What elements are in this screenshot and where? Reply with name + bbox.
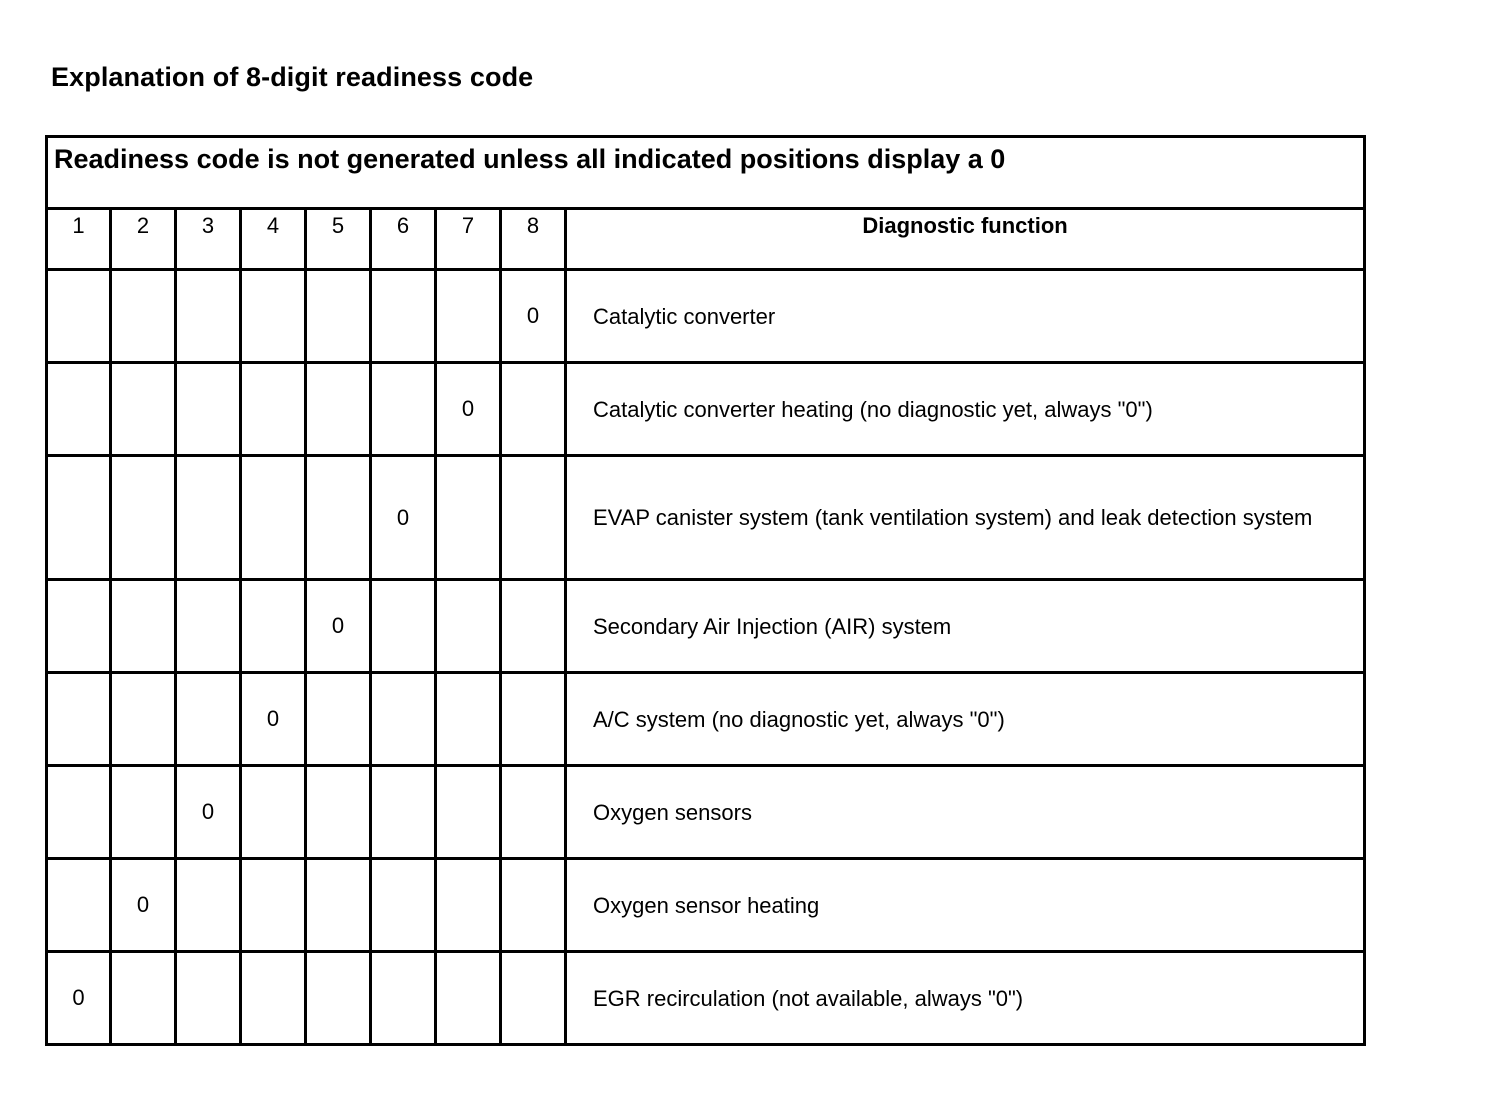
position-header: 6	[371, 209, 436, 270]
position-cell-6	[371, 673, 436, 766]
position-cell-6	[371, 766, 436, 859]
position-cell-6	[371, 580, 436, 673]
diagnostic-function-cell: EVAP canister system (tank ventilation system) and leak detection system	[566, 456, 1365, 580]
diagnostic-function-cell: Oxygen sensor heating	[566, 859, 1365, 952]
position-cell-1	[47, 456, 111, 580]
position-cell-7	[436, 859, 501, 952]
position-cell-2: 0	[111, 859, 176, 952]
position-cell-4	[241, 580, 306, 673]
header-row	[47, 209, 1365, 270]
diagnostic-function-header: Diagnostic function	[566, 209, 1365, 270]
diagnostic-function-cell: Oxygen sensors	[566, 766, 1365, 859]
table-row	[47, 456, 1365, 580]
position-cell-1	[47, 580, 111, 673]
position-cell-4: 0	[241, 673, 306, 766]
table-row	[47, 580, 1365, 673]
readiness-code-table	[45, 135, 1366, 1046]
position-cell-8	[501, 766, 566, 859]
position-cell-8: 0	[501, 270, 566, 363]
position-cell-5	[306, 363, 371, 456]
position-cell-2	[111, 673, 176, 766]
position-cell-6	[371, 859, 436, 952]
position-cell-8	[501, 673, 566, 766]
position-cell-1: 0	[47, 952, 111, 1045]
position-cell-5	[306, 952, 371, 1045]
position-header: 5	[306, 209, 371, 270]
position-cell-7: 0	[436, 363, 501, 456]
position-cell-2	[111, 766, 176, 859]
position-cell-4	[241, 456, 306, 580]
diagnostic-function-cell: EGR recirculation (not available, always "0")	[566, 952, 1365, 1045]
position-cell-2	[111, 456, 176, 580]
position-cell-7	[436, 766, 501, 859]
table-banner: Readiness code is not generated unless all indicated positions display a 0	[47, 137, 1365, 209]
position-cell-7	[436, 580, 501, 673]
position-cell-6: 0	[371, 456, 436, 580]
position-cell-5	[306, 766, 371, 859]
position-cell-3: 0	[176, 766, 241, 859]
table-row	[47, 270, 1365, 363]
position-cell-1	[47, 673, 111, 766]
position-cell-4	[241, 859, 306, 952]
position-cell-1	[47, 766, 111, 859]
position-cell-3	[176, 580, 241, 673]
position-cell-5	[306, 270, 371, 363]
position-cell-3	[176, 673, 241, 766]
position-cell-3	[176, 363, 241, 456]
position-cell-5: 0	[306, 580, 371, 673]
position-cell-6	[371, 952, 436, 1045]
table-row	[47, 673, 1365, 766]
position-cell-4	[241, 270, 306, 363]
position-cell-2	[111, 952, 176, 1045]
position-cell-2	[111, 580, 176, 673]
position-cell-5	[306, 859, 371, 952]
position-cell-4	[241, 363, 306, 456]
diagnostic-function-cell: Secondary Air Injection (AIR) system	[566, 580, 1365, 673]
position-header: 8	[501, 209, 566, 270]
document-title: Explanation of 8-digit readiness code	[51, 62, 534, 92]
position-cell-3	[176, 270, 241, 363]
position-cell-7	[436, 673, 501, 766]
table-rows	[47, 270, 1365, 1045]
position-header: 4	[241, 209, 306, 270]
position-cell-6	[371, 363, 436, 456]
table-row	[47, 859, 1365, 952]
position-cell-8	[501, 363, 566, 456]
position-cell-7	[436, 456, 501, 580]
position-cell-8	[501, 952, 566, 1045]
position-cell-2	[111, 270, 176, 363]
banner-row	[47, 137, 1365, 209]
position-cell-7	[436, 952, 501, 1045]
position-header: 3	[176, 209, 241, 270]
position-cell-3	[176, 859, 241, 952]
position-header: 2	[111, 209, 176, 270]
position-header: 1	[47, 209, 111, 270]
position-cell-8	[501, 859, 566, 952]
position-cell-2	[111, 363, 176, 456]
diagnostic-function-cell: A/C system (no diagnostic yet, always "0")	[566, 673, 1365, 766]
position-cell-1	[47, 859, 111, 952]
position-cell-1	[47, 270, 111, 363]
position-cell-3	[176, 456, 241, 580]
position-cell-5	[306, 673, 371, 766]
position-cell-8	[501, 580, 566, 673]
position-cell-8	[501, 456, 566, 580]
table-row	[47, 363, 1365, 456]
position-cell-5	[306, 456, 371, 580]
position-cell-3	[176, 952, 241, 1045]
diagnostic-function-cell: Catalytic converter heating (no diagnostic yet, always "0")	[566, 363, 1365, 456]
table-row	[47, 766, 1365, 859]
diagnostic-function-cell: Catalytic converter	[566, 270, 1365, 363]
table-row	[47, 952, 1365, 1045]
position-cell-1	[47, 363, 111, 456]
position-header: 7	[436, 209, 501, 270]
position-cell-6	[371, 270, 436, 363]
position-cell-7	[436, 270, 501, 363]
position-cell-4	[241, 766, 306, 859]
position-cell-4	[241, 952, 306, 1045]
